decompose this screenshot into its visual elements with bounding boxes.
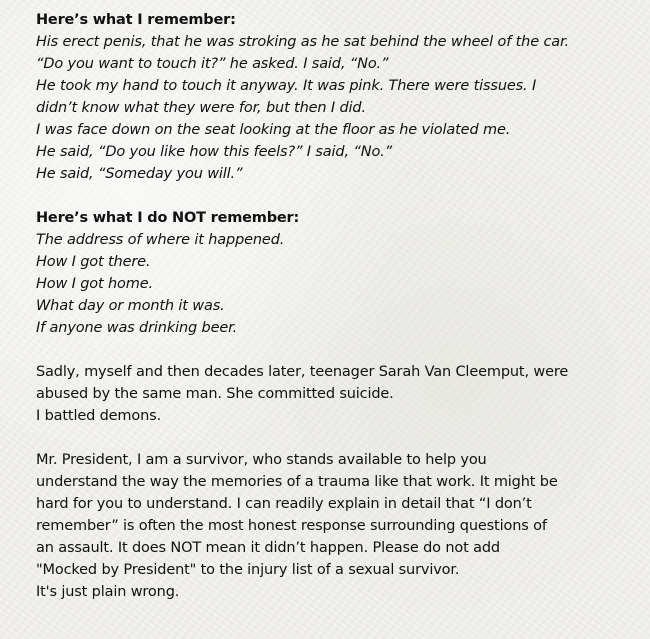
- paragraph-one: [36, 361, 640, 427]
- section-gap: [36, 427, 640, 449]
- paragraph-line: abused by the same man. She committed suicide.: [36, 386, 394, 402]
- remember-line: “Do you want to touch it?” he asked. I said, “No.”: [36, 56, 389, 72]
- paragraph-line: Sadly, myself and then decades later, teenager Sarah Van Cleemput, were: [36, 364, 569, 380]
- not-remember-line: The address of where it happened.: [36, 232, 285, 248]
- section-gap: [36, 339, 640, 361]
- remember-section: [36, 9, 640, 185]
- paragraph-line: understand the way the memories of a trauma like that work. It might be: [36, 474, 558, 490]
- remember-line: He said, “Do you like how this feels?” I said, “No.”: [36, 144, 392, 160]
- section-gap: [36, 185, 640, 207]
- not-remember-heading: Here’s what I do NOT remember:: [36, 210, 300, 226]
- paragraph-line: hard for you to understand. I can readily explain in detail that “I don’t: [36, 496, 532, 512]
- remember-heading: Here’s what I remember:: [36, 12, 236, 28]
- not-remember-line: If anyone was drinking beer.: [36, 320, 238, 336]
- not-remember-section: [36, 207, 640, 339]
- remember-line: I was face down on the seat looking at the floor as he violated me.: [36, 122, 511, 138]
- paragraph-line: I battled demons.: [36, 408, 162, 424]
- paragraph-line: an assault. It does NOT mean it didn’t happen. Please do not add: [36, 540, 500, 556]
- remember-line: didn’t know what they were for, but then I did.: [36, 100, 366, 116]
- not-remember-line: How I got there.: [36, 254, 151, 270]
- remember-line: He took my hand to touch it anyway. It was pink. There were tissues. I: [36, 78, 537, 94]
- paragraph-line: "Mocked by President" to the injury list of a sexual survivor.: [36, 562, 460, 578]
- paragraph-two: [36, 449, 640, 603]
- not-remember-line: What day or month it was.: [36, 298, 225, 314]
- remember-line: His erect penis, that he was stroking as he sat behind the wheel of the car.: [36, 34, 569, 50]
- not-remember-line: How I got home.: [36, 276, 153, 292]
- remember-line: He said, “Someday you will.”: [36, 166, 243, 182]
- paragraph-line: Mr. President, I am a survivor, who stands available to help you: [36, 452, 487, 468]
- paragraph-line: remember” is often the most honest response surrounding questions of: [36, 518, 547, 534]
- paragraph-line: It's just plain wrong.: [36, 584, 180, 600]
